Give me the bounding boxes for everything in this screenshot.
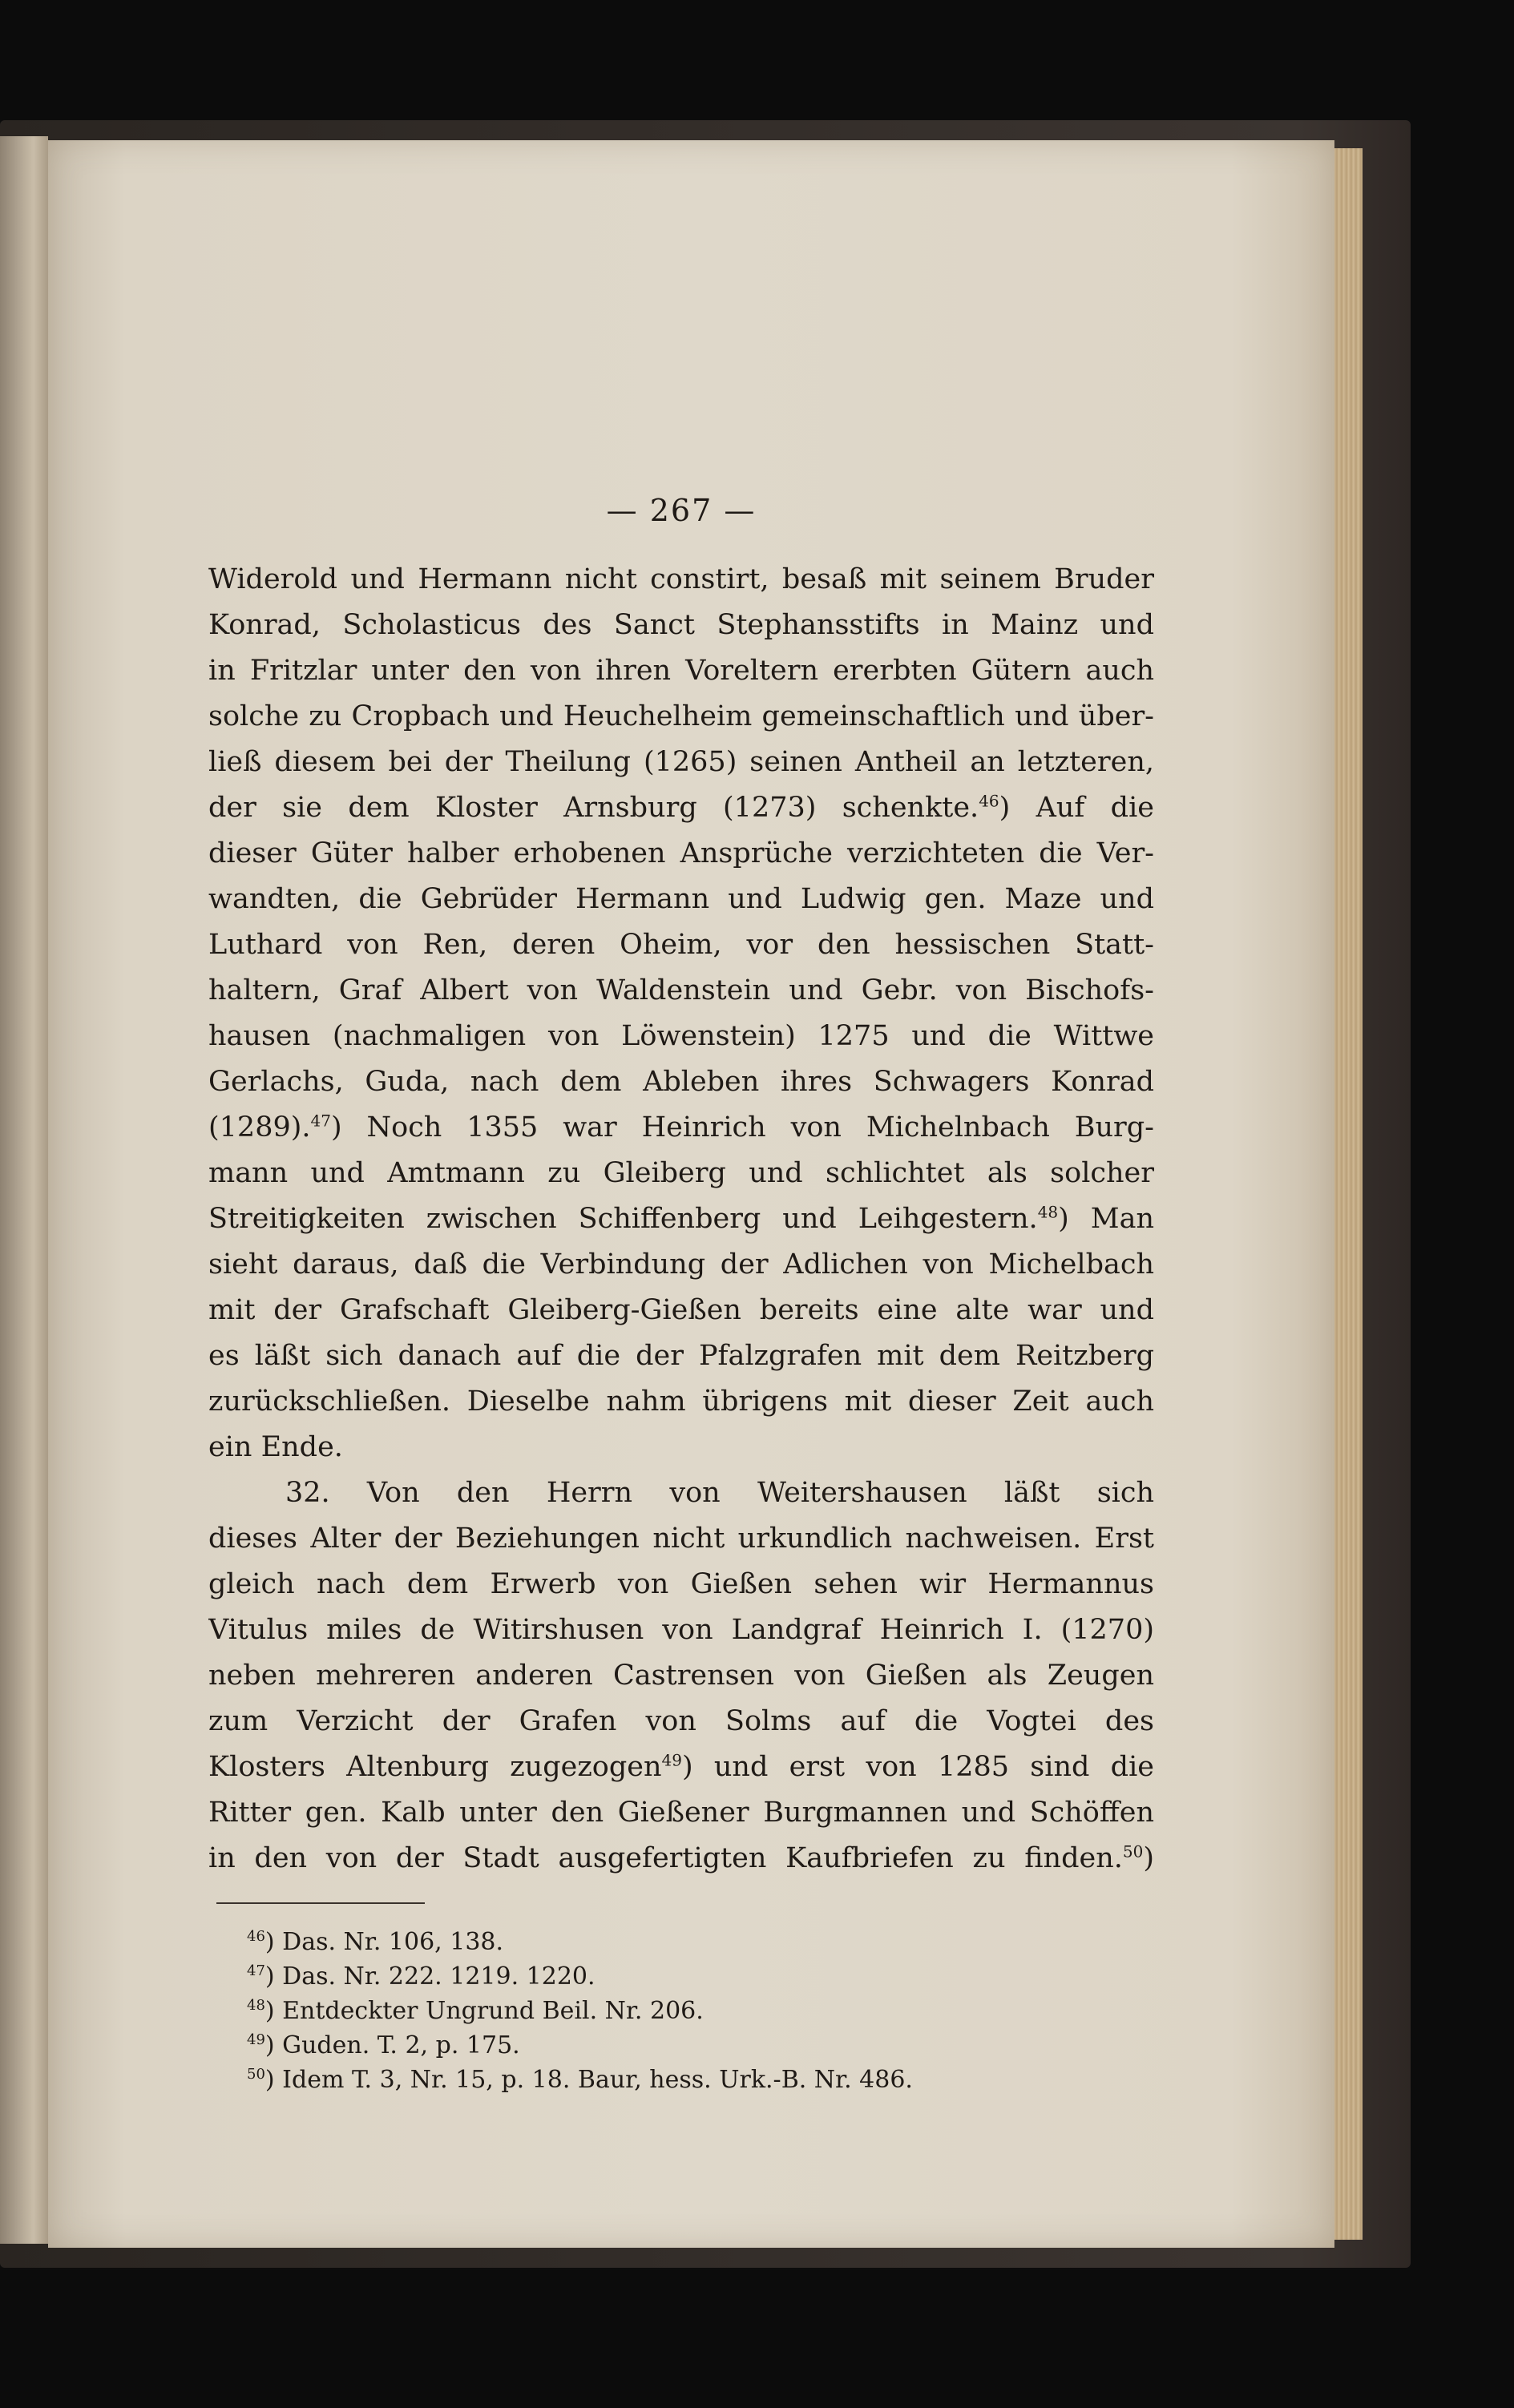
text-span: ) Noch 1355 war Heinrich von Michelnbach Burg-: [330, 1111, 1154, 1143]
page-number: — 267 —: [606, 493, 757, 528]
text-span: in den von der Stadt ausgefertigten Kaufbriefen zu finden.: [208, 1842, 1123, 1874]
text-line: [208, 1196, 1154, 1242]
footnote-text: ) Guden. T. 2, p. 175.: [264, 2031, 520, 2059]
text-span: ) Man: [1058, 1203, 1154, 1235]
footnote-ref: 46: [979, 791, 999, 811]
footnote-number: 50: [247, 2066, 265, 2083]
footnote-number: 49: [247, 2031, 265, 2048]
text-line: zurückschließen. Dieselbe nahm übrigens mit dieser Zeit auch: [208, 1386, 1154, 1418]
footnote-text: ) Das. Nr. 222. 1219. 1220.: [264, 1962, 596, 1991]
book-page: [48, 140, 1334, 2248]
footnote-text: ) Idem T. 3, Nr. 15, p. 18. Baur, hess. Urk.-B. Nr. 486.: [264, 2066, 913, 2094]
text-line: haltern, Graf Albert von Waldenstein und Gebr. von Bischofs-: [208, 974, 1154, 1006]
text-line: Luthard von Ren, deren Oheim, vor den hessischen Statt-: [208, 929, 1154, 961]
text-line: gleich nach dem Erwerb von Gießen sehen wir Hermannus: [208, 1568, 1154, 1600]
text-line: wandten, die Gebrüder Hermann und Ludwig gen. Maze und: [208, 883, 1154, 915]
text-line: mit der Grafschaft Gleiberg-Gießen bereits eine alte war und: [208, 1294, 1154, 1326]
footnote-ref: 50: [1122, 1841, 1144, 1861]
footnote: [208, 1959, 1154, 1994]
text-span: Klosters Altenburg zugezogen: [208, 1751, 662, 1783]
text-line: zum Verzicht der Grafen von Solms auf die Vogtei des: [208, 1705, 1154, 1737]
text-span: Streitigkeiten zwischen Schiffenberg und Leihgestern.: [208, 1203, 1038, 1235]
footnote: [208, 2063, 1154, 2097]
text-line: Konrad, Scholasticus des Sanct Stephansstifts in Mainz und: [208, 609, 1154, 641]
text-line: sieht daraus, daß die Verbindung der Adlichen von Michelbach: [208, 1248, 1154, 1281]
text-span: ): [1143, 1842, 1154, 1874]
text-line: Gerlachs, Guda, nach dem Ableben ihres Schwagers Konrad: [208, 1066, 1154, 1098]
text-line: es läßt sich danach auf die der Pfalzgrafen mit dem Reitzberg: [208, 1340, 1154, 1372]
text-line: 32. Von den Herrn von Weitershausen läßt sich: [285, 1477, 1154, 1509]
text-line: [208, 785, 1154, 831]
footnote: [208, 1925, 1154, 1959]
text-line: hausen (nachmaligen von Löwenstein) 1275 und die Wittwe: [208, 1020, 1154, 1052]
page-stack-edge: [1334, 148, 1363, 2240]
footnote: [208, 1994, 1154, 2028]
footnote-number: 46: [247, 1928, 265, 1945]
text-span: ) und erst von 1285 sind die: [681, 1751, 1154, 1783]
text-line: Widerold und Hermann nicht constirt, besaß mit seinem Bruder: [208, 563, 1154, 595]
text-line: [208, 1105, 1154, 1151]
text-line: dieses Alter der Beziehungen nicht urkundlich nachweisen. Erst: [208, 1523, 1154, 1555]
text-span: ) Auf die: [999, 792, 1154, 824]
footnote-number: 47: [247, 1962, 265, 1979]
footnote-rule: [216, 1902, 425, 1904]
footnote: [208, 2028, 1154, 2063]
text-line: neben mehreren anderen Castrensen von Gießen als Zeugen: [208, 1660, 1154, 1692]
text-line: dieser Güter halber erhobenen Ansprüche verzichteten die Ver-: [208, 837, 1154, 869]
text-span: (1289).: [208, 1111, 311, 1143]
footnote-text: ) Das. Nr. 106, 138.: [264, 1928, 504, 1956]
page-text: [208, 493, 1154, 2097]
footnote-ref: 49: [661, 1750, 682, 1770]
text-span: der sie dem Kloster Arnsburg (1273) schenkte.: [208, 792, 979, 824]
footnote-ref: 47: [310, 1111, 331, 1131]
text-line: ließ diesem bei der Theilung (1265) seinen Antheil an letzteren,: [208, 746, 1154, 778]
footnote-number: 48: [247, 1997, 265, 2014]
text-line: [208, 1836, 1154, 1882]
text-line: mann und Amtmann zu Gleiberg und schlichtet als solcher: [208, 1157, 1154, 1189]
previous-page-edge: [0, 136, 48, 2244]
footnote-ref: 48: [1037, 1202, 1059, 1222]
text-line: ein Ende.: [208, 1431, 343, 1463]
text-line: [208, 1744, 1154, 1790]
text-line: solche zu Cropbach und Heuchelheim gemeinschaftlich und über-: [208, 700, 1154, 732]
text-line: Ritter gen. Kalb unter den Gießener Burgmannen und Schöffen: [208, 1797, 1154, 1829]
text-line: in Fritzlar unter den von ihren Voreltern ererbten Gütern auch: [208, 655, 1154, 687]
text-line: Vitulus miles de Witirshusen von Landgraf Heinrich I. (1270): [208, 1614, 1154, 1646]
footnote-text: ) Entdeckter Ungrund Beil. Nr. 206.: [264, 1997, 704, 2025]
